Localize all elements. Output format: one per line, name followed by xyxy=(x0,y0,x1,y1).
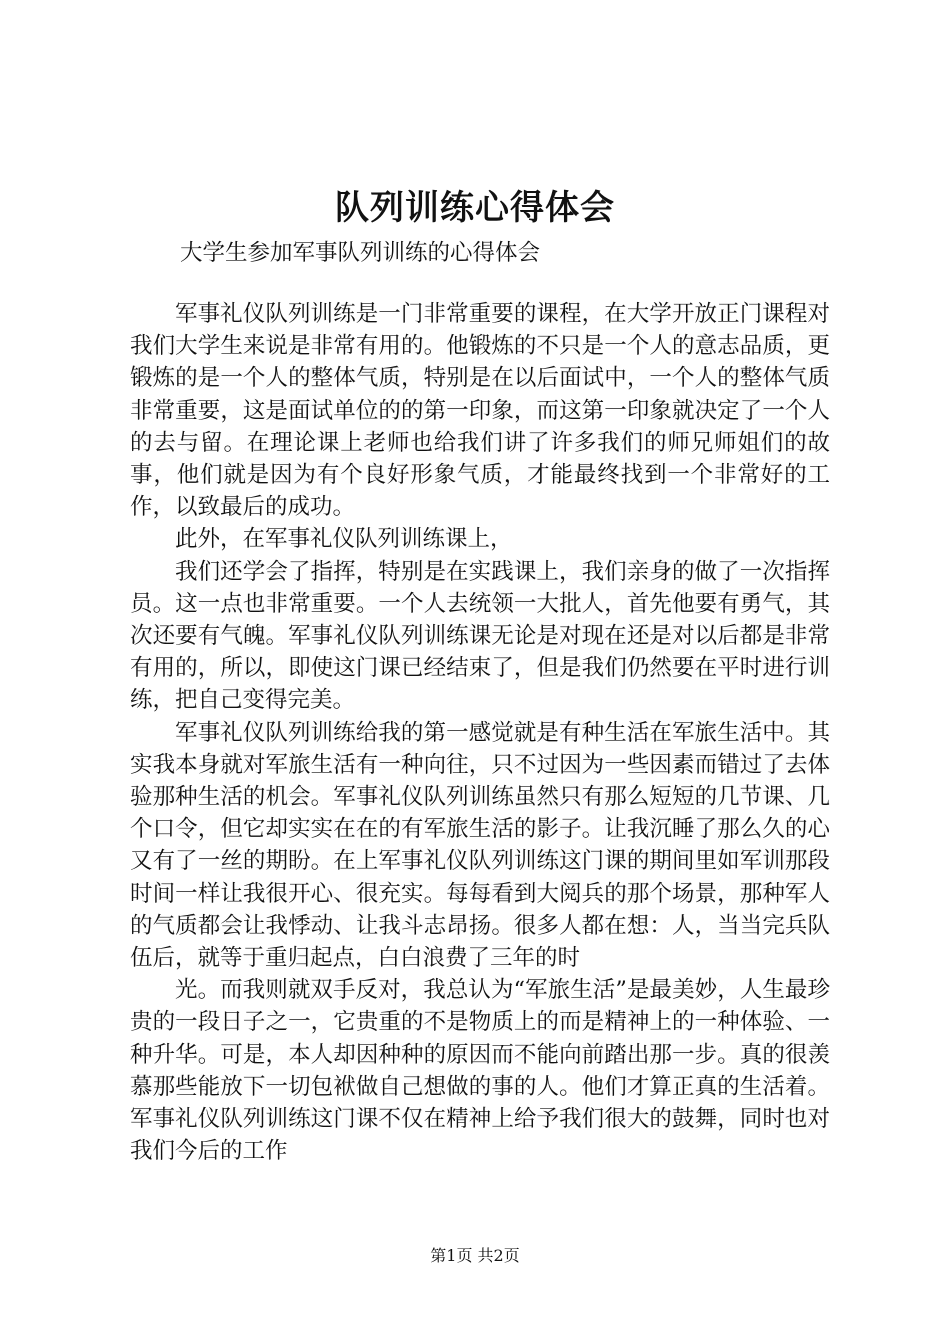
document-body xyxy=(130,298,830,1167)
body-paragraph: 光。而我则就双手反对，我总认为“军旅生活”是最美妙，人生最珍贵的一段日子之一，它贵重的不是物质上的而是精神上的一种体验、一种升华。可是，本人却因种种的原因而不能向前踏出那一步。真的很羡慕那些能放下一切包袱做自己想做的事的人。他们才算正真的生活着。军事礼仪队列训练这门课不仅在精神上给予我们很大的鼓舞，同时也对我们今后的工作 xyxy=(130,977,830,1165)
body-paragraph: 军事礼仪队列训练给我的第一感觉就是有种生活在军旅生活中。其实我本身就对军旅生活有一种向往，只不过因为一些因素而错过了去体验那种生活的机会。军事礼仪队列训练虽然只有那么短短的几节课、几个口令，但它却实实在在的有军旅生活的影子。让我沉睡了那么久的心又有了一丝的期盼。在上军事礼仪队列训练这门课的期间里如军训那段时间一样让我很开心、很充实。每每看到大阅兵的那个场景，那种军人的气质都会让我悸动、让我斗志昂扬。很多人都在想：人，当当完兵队伍后，就等于重归起点，白白浪费了三年的时 xyxy=(130,719,830,972)
document-title: 队列训练心得体会 xyxy=(335,188,615,228)
document-subtitle: 大学生参加军事队列训练的心得体会 xyxy=(180,240,541,266)
body-paragraph: 此外，在军事礼仪队列训练课上， xyxy=(175,526,513,553)
body-paragraph: 我们还学会了指挥，特别是在实践课上，我们亲身的做了一次指挥员。这一点也非常重要。一个人去统领一大批人，首先他要有勇气，其次还要有气魄。军事礼仪队列训练课无论是对现在还是对以后都是非常有用的，所以，即使这门课已经结束了，但是我们仍然要在平时进行训练，把自己变得完美。 xyxy=(130,558,830,714)
body-paragraph: 军事礼仪队列训练是一门非常重要的课程，在大学开放正门课程对我们大学生来说是非常有用的。他锻炼的不只是一个人的意志品质，更锻炼的是一个人的整体气质，特别是在以后面试中，一个人的整体气质非常重要，这是面试单位的的第一印象，而这第一印象就决定了一个人的去与留。在理论课上老师也给我们讲了许多我们的师兄师姐们的故事，他们就是因为有个良好形象气质，才能最终找到一个非常好的工作，以致最后的成功。 xyxy=(130,301,830,521)
page-number-footer: 第1页 共2页 xyxy=(430,1246,520,1265)
